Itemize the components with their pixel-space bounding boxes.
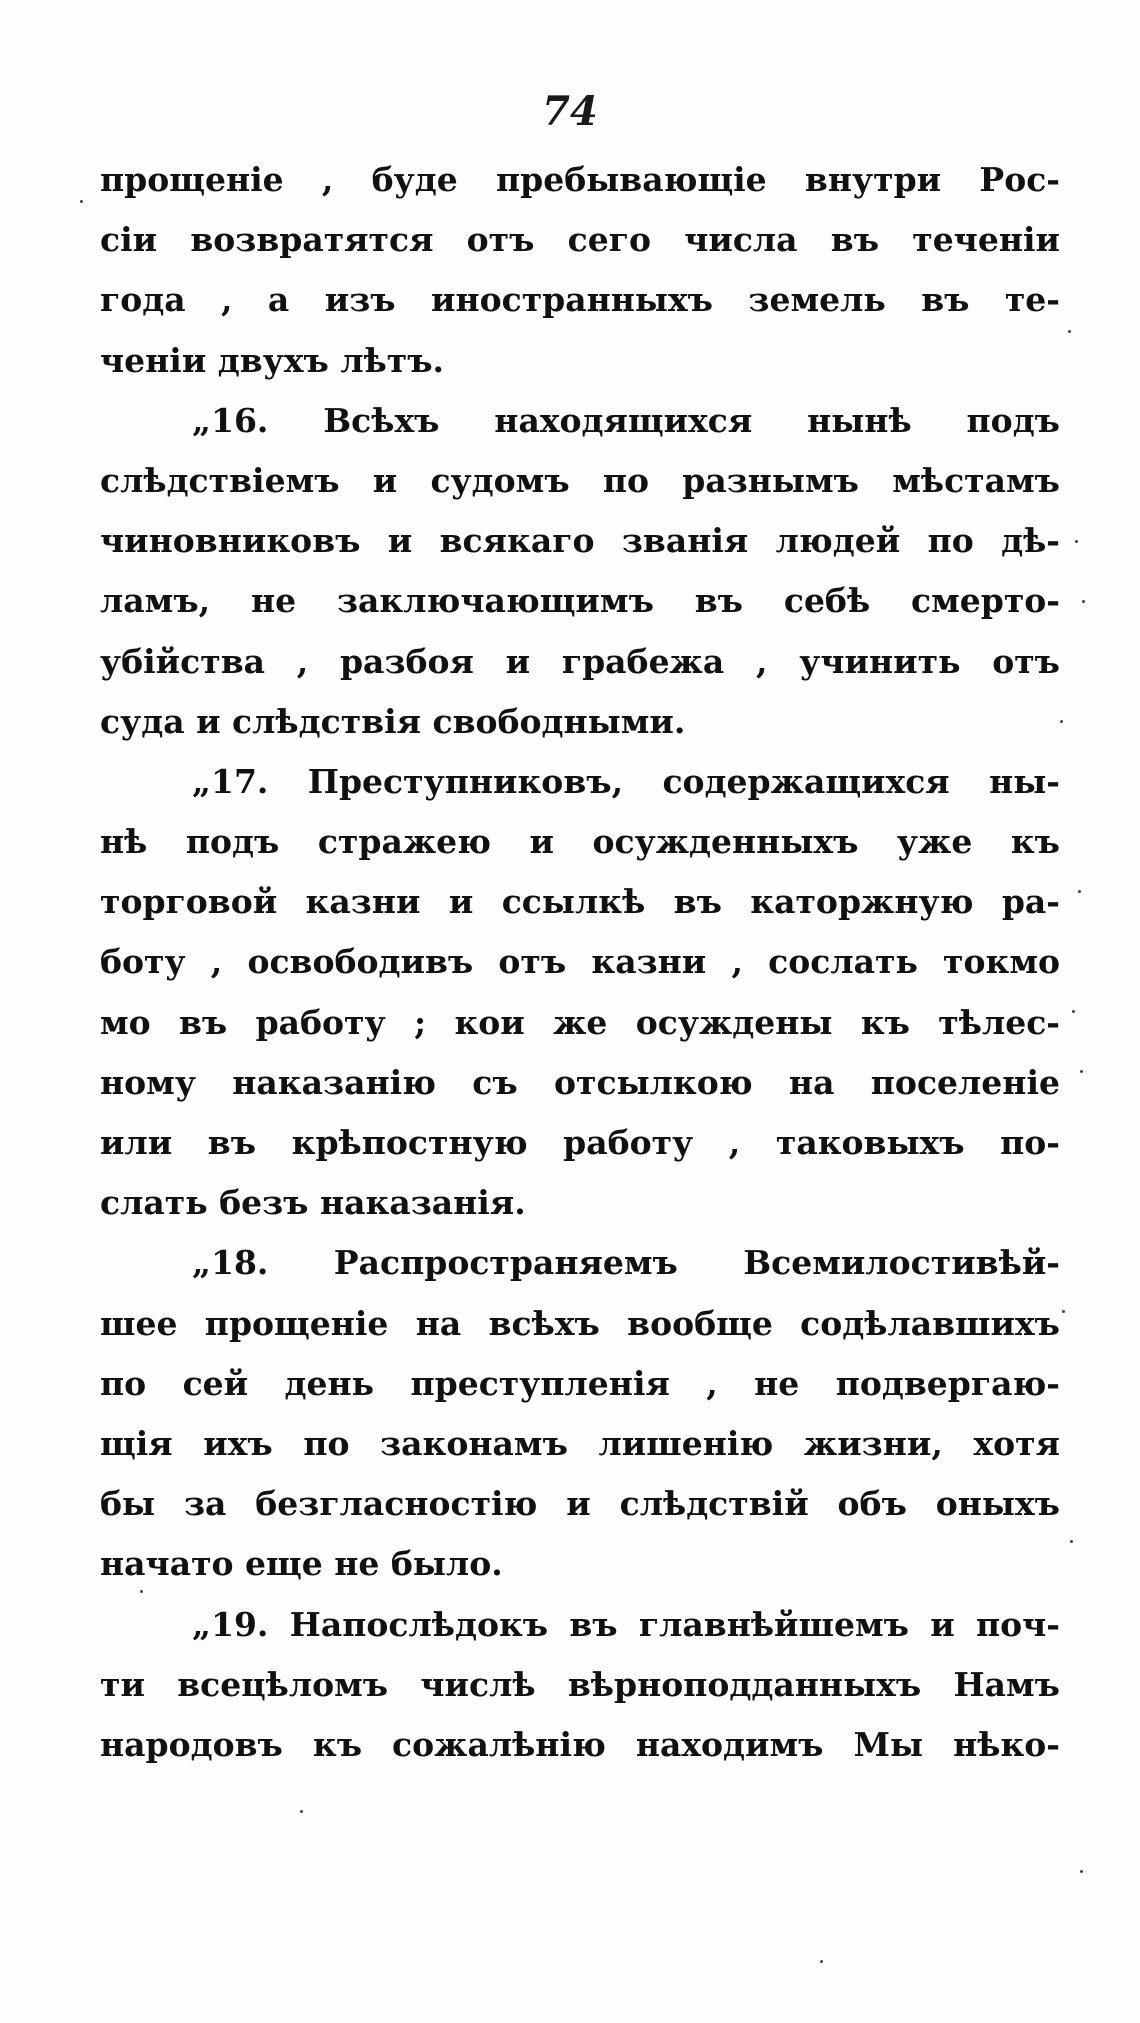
text-line: начато еще не было. [100, 1544, 503, 1584]
paper-speck [1080, 1070, 1083, 1073]
text-line: слѣдствіемъ и судомъ по разнымъ мѣстамъ [100, 460, 1060, 500]
paper-speck [1075, 540, 1078, 543]
text-line: сіи возвратятся отъ сего числа въ теченіи [100, 220, 1060, 260]
text-line: народовъ къ сожалѣнію находимъ Мы нѣко- [100, 1724, 1060, 1764]
page-number: 74 [542, 88, 598, 135]
paper-speck [1072, 1010, 1075, 1013]
paragraph-16-start: „16. Всѣхъ находящихся нынѣ подъ [192, 400, 1060, 440]
body-text [100, 150, 1060, 1775]
paragraph-18-start: „18. Распространяемъ Всемилостивѣй- [192, 1243, 1060, 1283]
paper-speck [1078, 890, 1081, 893]
paper-speck [820, 1960, 823, 1963]
paper-speck [80, 200, 83, 203]
paper-speck [1060, 720, 1063, 723]
paragraph-19-start: „19. Напослѣдокъ въ главнѣйшемъ и поч- [192, 1604, 1060, 1644]
text-line: ченіи двухъ лѣтъ. [100, 340, 445, 380]
text-line: ти всецѣломъ числѣ вѣрноподданныхъ Намъ [100, 1664, 1060, 1704]
text-line: бы за безгласностію и слѣдствій объ оныхъ [100, 1484, 1060, 1524]
paper-speck [300, 1810, 303, 1813]
text-line: щія ихъ по законамъ лишенію жизни, хотя [100, 1423, 1060, 1463]
text-line: боту , освободивъ отъ казни , сослать токмо [100, 942, 1060, 982]
text-line: суда и слѣдствія свободными. [100, 701, 686, 741]
text-line: мо въ работу ; кои же осуждены къ тѣлес- [100, 1002, 1060, 1042]
text-line: торговой казни и ссылкѣ въ каторжную ра- [100, 882, 1060, 922]
text-line: чиновниковъ и всякаго званія людей по дѣ- [100, 521, 1060, 561]
text-line: убійства , разбоя и грабежа , учинить отъ [100, 641, 1060, 681]
paper-speck [1070, 1540, 1073, 1543]
text-line: слать безъ наказанія. [100, 1183, 526, 1223]
paragraph-17-start: „17. Преступниковъ, содержащихся ны- [192, 761, 1060, 801]
text-line: года , а изъ иностранныхъ земель въ те- [100, 280, 1060, 320]
text-line: или въ крѣпостную работу , таковыхъ по- [100, 1123, 1060, 1162]
text-line: прощеніе , буде пребывающіе внутри Рос- [100, 160, 1060, 199]
text-line: ламъ, не заключающимъ въ себѣ смерто- [100, 581, 1060, 621]
paper-speck [1062, 1310, 1065, 1313]
text-line: по сей день преступленія , не подвергаю- [100, 1363, 1060, 1403]
paper-speck [140, 1590, 143, 1593]
paper-speck [1080, 1870, 1083, 1873]
paper-speck [1082, 600, 1085, 603]
text-line: нѣ подъ стражею и осужденныхъ уже къ [100, 822, 1060, 862]
text-line: ному наказанію съ отсылкою на поселеніе [100, 1062, 1060, 1102]
text-line: шее прощеніе на всѣхъ вообще содѣлавшихъ [100, 1303, 1060, 1343]
paper-speck [1068, 330, 1071, 333]
